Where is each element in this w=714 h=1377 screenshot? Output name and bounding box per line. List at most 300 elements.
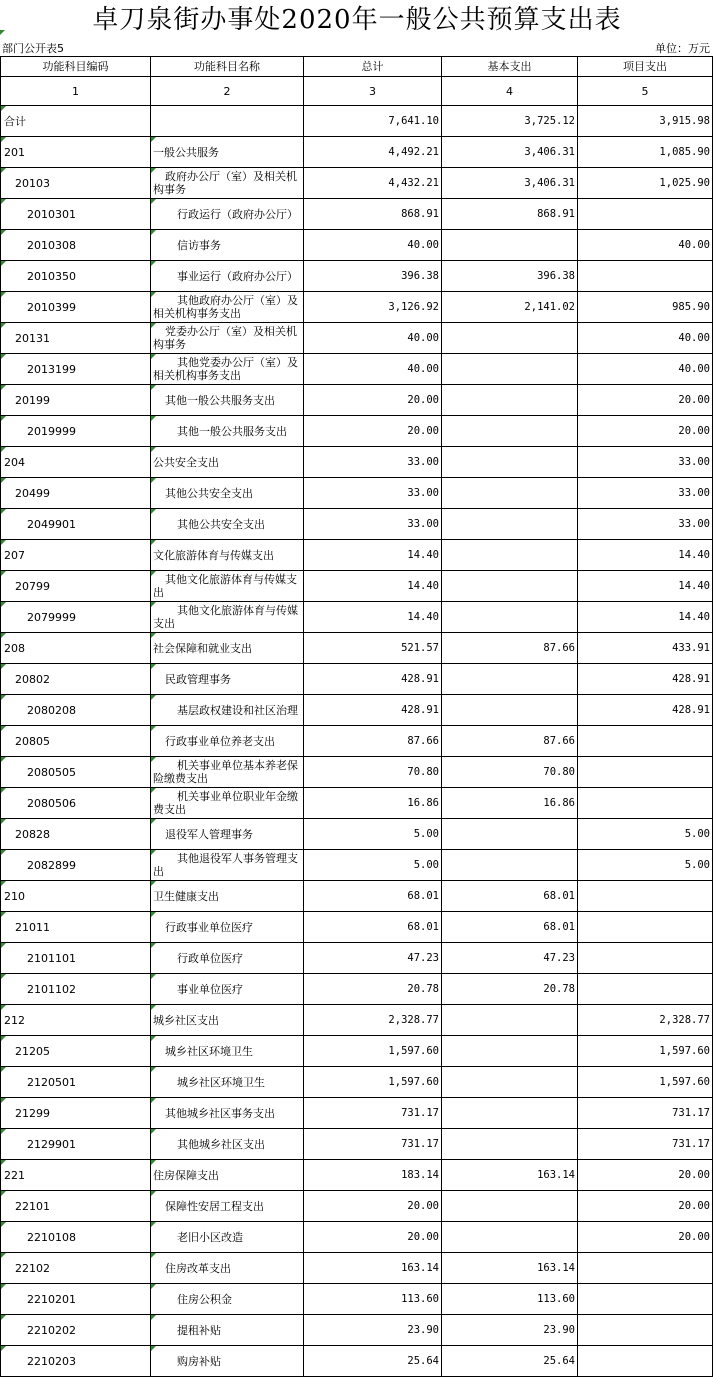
- cell-marker-icon: [1, 137, 6, 142]
- row-name: [151, 1129, 304, 1160]
- row-project-text: 428.91: [672, 703, 710, 716]
- row-total: [304, 199, 442, 230]
- row-basic-text: 868.91: [537, 207, 575, 220]
- row-project-text: 40.00: [678, 331, 710, 344]
- row-code-text: 2210203: [27, 1354, 76, 1368]
- row-name-text: 行政事业单位养老支出: [165, 734, 275, 748]
- row-code-text: 2049901: [27, 517, 76, 531]
- row-code: [1, 1284, 151, 1315]
- row-project-text: 33.00: [678, 455, 710, 468]
- cell-marker-icon: [1, 168, 6, 173]
- row-name-text: 其他党委办公厅（室）及相关机构事务支出: [153, 356, 298, 382]
- row-code-text: 2010350: [27, 269, 76, 283]
- row-name-text: 事业单位医疗: [177, 982, 243, 996]
- table-row: [1, 571, 713, 602]
- row-project: [578, 912, 713, 943]
- row-basic: [442, 354, 578, 385]
- row-project: [578, 1346, 713, 1377]
- row-code-text: 208: [4, 641, 25, 655]
- cell-marker-icon: [1, 726, 6, 731]
- table-row: [1, 261, 713, 292]
- row-total: [304, 509, 442, 540]
- row-project: [578, 199, 713, 230]
- row-project: [578, 943, 713, 974]
- row-code: [1, 540, 151, 571]
- row-total-text: 163.14: [401, 1261, 439, 1274]
- row-code: [1, 385, 151, 416]
- row-project-text: 20.00: [678, 1230, 710, 1243]
- row-code: [1, 757, 151, 788]
- row-project-text: 14.40: [678, 579, 710, 592]
- row-project: [578, 757, 713, 788]
- cell-marker-icon: [1, 974, 6, 979]
- row-code-text: 2210201: [27, 1292, 76, 1306]
- row-total-text: 68.01: [407, 920, 439, 933]
- header-name: 功能科目名称: [151, 57, 304, 77]
- row-name-text: 社会保障和就业支出: [153, 641, 252, 655]
- row-total-text: 20.00: [407, 1230, 439, 1243]
- row-project: [578, 137, 713, 168]
- cell-marker-icon: [151, 1191, 156, 1196]
- cell-marker-icon: [151, 943, 156, 948]
- cell-marker-icon: [1, 912, 6, 917]
- table-row: [1, 1160, 713, 1191]
- table-row: [1, 788, 713, 819]
- row-code-text: 2013199: [27, 362, 76, 376]
- cell-marker-icon: [151, 602, 156, 607]
- row-code: [1, 292, 151, 323]
- row-total: [304, 912, 442, 943]
- row-code-text: 207: [4, 548, 25, 562]
- row-name: [151, 819, 304, 850]
- row-name: [151, 230, 304, 261]
- row-name-text: 公共安全支出: [153, 455, 219, 469]
- row-code-text: 2120501: [27, 1075, 76, 1089]
- row-total-text: 20.78: [407, 982, 439, 995]
- cell-marker-icon: [151, 323, 156, 328]
- row-project-text: 5.00: [684, 827, 710, 840]
- row-project: [578, 447, 713, 478]
- row-total-text: 14.40: [407, 610, 439, 623]
- cell-marker-icon: [151, 1129, 156, 1134]
- row-basic: [442, 788, 578, 819]
- table-row: [1, 199, 713, 230]
- row-name: [151, 323, 304, 354]
- row-name-text: 城乡社区环境卫生: [165, 1044, 253, 1058]
- row-name: [151, 633, 304, 664]
- cell-marker-icon: [151, 137, 156, 142]
- cell-marker-icon: [1, 199, 6, 204]
- row-basic-text: 163.14: [537, 1261, 575, 1274]
- table-row: [1, 447, 713, 478]
- table-row: [1, 168, 713, 199]
- table-row: [1, 478, 713, 509]
- row-project: [578, 664, 713, 695]
- row-code-text: 2080506: [27, 796, 76, 810]
- row-project: [578, 478, 713, 509]
- row-total-text: 2,328.77: [388, 1013, 439, 1026]
- cell-marker-icon: [1, 1129, 6, 1134]
- row-code: [1, 1191, 151, 1222]
- header-total: 总计: [304, 57, 442, 77]
- row-project-text: 40.00: [678, 362, 710, 375]
- row-project: [578, 1005, 713, 1036]
- row-name: [151, 509, 304, 540]
- row-total: [304, 819, 442, 850]
- row-project-text: 3,915.98: [659, 114, 710, 127]
- row-total-text: 183.14: [401, 1168, 439, 1181]
- table-row: [1, 1129, 713, 1160]
- cell-marker-icon: [1, 354, 6, 359]
- row-code-text: 2082899: [27, 858, 76, 872]
- row-basic: [442, 1284, 578, 1315]
- row-total-text: 1,597.60: [388, 1075, 439, 1088]
- row-basic-text: 47.23: [543, 951, 575, 964]
- row-code: [1, 199, 151, 230]
- cell-marker-icon: [1, 292, 6, 297]
- row-project: [578, 974, 713, 1005]
- cell-marker-icon: [1, 323, 6, 328]
- row-name: [151, 974, 304, 1005]
- row-code: [1, 447, 151, 478]
- row-code-text: 2019999: [27, 424, 76, 438]
- row-name: [151, 757, 304, 788]
- cell-marker-icon: [151, 261, 156, 266]
- row-total: [304, 664, 442, 695]
- row-name-text: 事业运行（政府办公厅）: [177, 269, 298, 283]
- header-project: 项目支出: [578, 57, 713, 77]
- cell-marker-icon: [151, 509, 156, 514]
- row-project: [578, 292, 713, 323]
- cell-marker-icon: [151, 788, 156, 793]
- row-code-text: 22102: [15, 1261, 50, 1275]
- cell-marker-icon: [151, 695, 156, 700]
- row-total: [304, 881, 442, 912]
- row-code: [1, 726, 151, 757]
- cell-marker-icon: [151, 1005, 156, 1010]
- row-name-text: 机关事业单位职业年金缴费支出: [153, 790, 298, 816]
- row-total-text: 87.66: [407, 734, 439, 747]
- row-basic: [442, 819, 578, 850]
- col-number: 2: [151, 77, 304, 106]
- row-basic: [442, 571, 578, 602]
- row-total: [304, 974, 442, 1005]
- row-name: [151, 447, 304, 478]
- row-total-text: 70.80: [407, 765, 439, 778]
- row-code-text: 2129901: [27, 1137, 76, 1151]
- row-total: [304, 1346, 442, 1377]
- cell-marker-icon: [151, 540, 156, 545]
- row-total-text: 113.60: [401, 1292, 439, 1305]
- row-project: [578, 261, 713, 292]
- row-basic: [442, 385, 578, 416]
- row-total-text: 23.90: [407, 1323, 439, 1336]
- row-code: [1, 1222, 151, 1253]
- row-code: [1, 1346, 151, 1377]
- table-row: [1, 1036, 713, 1067]
- cell-marker-icon: [151, 478, 156, 483]
- row-project: [578, 788, 713, 819]
- row-project: [578, 354, 713, 385]
- row-total-text: 7,641.10: [388, 114, 439, 127]
- table-row: [1, 695, 713, 726]
- row-code-text: 2079999: [27, 610, 76, 624]
- header-code: 功能科目编码: [1, 57, 151, 77]
- row-project: [578, 106, 713, 137]
- row-code-text: 2210108: [27, 1230, 76, 1244]
- row-name-text: 其他城乡社区支出: [177, 1137, 265, 1151]
- row-project: [578, 540, 713, 571]
- row-project: [578, 168, 713, 199]
- row-basic-text: 70.80: [543, 765, 575, 778]
- row-total-text: 731.17: [401, 1106, 439, 1119]
- cell-marker-icon: [151, 1067, 156, 1072]
- row-project-text: 40.00: [678, 238, 710, 251]
- row-project-text: 731.17: [672, 1106, 710, 1119]
- row-total: [304, 416, 442, 447]
- row-name: [151, 1222, 304, 1253]
- row-name: [151, 1315, 304, 1346]
- row-total: [304, 1284, 442, 1315]
- row-code: [1, 1098, 151, 1129]
- cell-marker-icon: [1, 1284, 6, 1289]
- row-total-text: 33.00: [407, 517, 439, 530]
- row-code: [1, 974, 151, 1005]
- row-code-text: 2080208: [27, 703, 76, 717]
- cell-marker-icon: [1, 757, 6, 762]
- row-total-text: 4,432.21: [388, 176, 439, 189]
- row-code-text: 221: [4, 1168, 25, 1182]
- row-total-text: 1,597.60: [388, 1044, 439, 1057]
- cell-marker-icon: [1, 695, 6, 700]
- cell-marker-icon: [1, 1005, 6, 1010]
- row-basic: [442, 695, 578, 726]
- row-name: [151, 943, 304, 974]
- row-project: [578, 1222, 713, 1253]
- row-total: [304, 292, 442, 323]
- row-code: [1, 323, 151, 354]
- row-project-text: 20.00: [678, 393, 710, 406]
- row-project-text: 985.90: [672, 300, 710, 313]
- row-name: [151, 106, 304, 137]
- table-row: [1, 912, 713, 943]
- row-project-text: 1,025.90: [659, 176, 710, 189]
- table-row: [1, 633, 713, 664]
- row-name: [151, 850, 304, 881]
- row-name-text: 提租补贴: [177, 1323, 221, 1337]
- cell-marker-icon: [1, 1346, 6, 1351]
- row-total: [304, 323, 442, 354]
- row-total-text: 20.00: [407, 1199, 439, 1212]
- row-name-text: 其他退役军人事务管理支出: [153, 852, 298, 878]
- row-code: [1, 788, 151, 819]
- row-total-text: 3,126.92: [388, 300, 439, 313]
- row-project: [578, 323, 713, 354]
- row-project: [578, 571, 713, 602]
- cell-marker-icon: [151, 571, 156, 576]
- row-project-text: 1,597.60: [659, 1044, 710, 1057]
- cell-marker-icon: [151, 664, 156, 669]
- row-basic: [442, 1315, 578, 1346]
- row-project-text: 20.00: [678, 424, 710, 437]
- row-basic: [442, 478, 578, 509]
- cell-marker-icon: [1, 1160, 6, 1165]
- table-row: [1, 416, 713, 447]
- table-row: [1, 1067, 713, 1098]
- col-number: 4: [442, 77, 578, 106]
- row-total-text: 14.40: [407, 579, 439, 592]
- row-project: [578, 1284, 713, 1315]
- row-total-text: 40.00: [407, 238, 439, 251]
- table-row: [1, 1005, 713, 1036]
- row-total: [304, 447, 442, 478]
- row-code: [1, 261, 151, 292]
- row-code: [1, 695, 151, 726]
- cell-marker-icon: [1, 540, 6, 545]
- row-name-text: 其他一般公共服务支出: [177, 424, 287, 438]
- row-name: [151, 168, 304, 199]
- row-name-text: 党委办公厅（室）及相关机构事务: [153, 325, 297, 351]
- row-total: [304, 695, 442, 726]
- row-project: [578, 602, 713, 633]
- table-row: [1, 1222, 713, 1253]
- row-name-text: 机关事业单位基本养老保险缴费支出: [153, 759, 298, 785]
- row-name-text: 购房补贴: [177, 1354, 221, 1368]
- row-name-text: 卫生健康支出: [153, 889, 219, 903]
- row-code: [1, 912, 151, 943]
- row-code-text: 20799: [15, 579, 50, 593]
- row-total: [304, 261, 442, 292]
- row-project-text: 5.00: [684, 858, 710, 871]
- cell-marker-icon: [151, 912, 156, 917]
- row-basic: [442, 1253, 578, 1284]
- cell-marker-icon: [1, 1098, 6, 1103]
- row-code-text: 2010399: [27, 300, 76, 314]
- row-basic: [442, 292, 578, 323]
- table-row: [1, 323, 713, 354]
- row-basic: [442, 199, 578, 230]
- row-project-text: 33.00: [678, 517, 710, 530]
- row-name: [151, 695, 304, 726]
- row-name-text: 信访事务: [177, 238, 221, 252]
- row-basic: [442, 1160, 578, 1191]
- cell-marker-icon: [1, 819, 6, 824]
- col-number: 5: [578, 77, 713, 106]
- row-basic: [442, 509, 578, 540]
- row-total-text: 5.00: [413, 827, 439, 840]
- row-project: [578, 1067, 713, 1098]
- table-row: [1, 106, 713, 137]
- row-basic: [442, 137, 578, 168]
- row-basic: [442, 974, 578, 1005]
- table-row: [1, 664, 713, 695]
- cell-marker-icon: [151, 974, 156, 979]
- row-total: [304, 757, 442, 788]
- row-total: [304, 850, 442, 881]
- row-name: [151, 1098, 304, 1129]
- row-name-text: 住房改革支出: [165, 1261, 231, 1275]
- table-row: [1, 726, 713, 757]
- row-code-text: 2101101: [27, 951, 76, 965]
- row-name: [151, 292, 304, 323]
- row-name-text: 住房保障支出: [153, 1168, 219, 1182]
- cell-marker-icon: [1, 509, 6, 514]
- cell-marker-icon: [151, 726, 156, 731]
- row-project: [578, 819, 713, 850]
- row-total: [304, 1067, 442, 1098]
- row-basic: [442, 168, 578, 199]
- row-basic-text: 68.01: [543, 889, 575, 902]
- row-code: [1, 478, 151, 509]
- cell-marker-icon: [151, 354, 156, 359]
- row-basic: [442, 850, 578, 881]
- row-name-text: 住房公积金: [177, 1292, 232, 1306]
- row-total-text: 868.91: [401, 207, 439, 220]
- cell-marker-icon: [1, 261, 6, 266]
- cell-marker-icon: [151, 199, 156, 204]
- table-row: [1, 1346, 713, 1377]
- column-number-row: [1, 77, 713, 106]
- row-name: [151, 1253, 304, 1284]
- row-project: [578, 230, 713, 261]
- row-name: [151, 1160, 304, 1191]
- row-total: [304, 137, 442, 168]
- cell-marker-icon: [151, 819, 156, 824]
- row-name: [151, 1036, 304, 1067]
- row-project: [578, 726, 713, 757]
- row-basic-text: 25.64: [543, 1354, 575, 1367]
- row-project-text: 2,328.77: [659, 1013, 710, 1026]
- row-code: [1, 1315, 151, 1346]
- row-name-text: 其他政府办公厅（室）及相关机构事务支出: [153, 294, 298, 320]
- cell-marker-icon: [1, 1222, 6, 1227]
- row-basic: [442, 943, 578, 974]
- table-row: [1, 1098, 713, 1129]
- row-total: [304, 1005, 442, 1036]
- table-row: [1, 819, 713, 850]
- row-name-text: 其他公共安全支出: [177, 517, 265, 531]
- row-basic: [442, 633, 578, 664]
- cell-marker-icon: [1, 664, 6, 669]
- row-total-text: 68.01: [407, 889, 439, 902]
- table-row: [1, 757, 713, 788]
- row-name: [151, 1346, 304, 1377]
- row-project: [578, 633, 713, 664]
- row-name: [151, 416, 304, 447]
- table-row: [1, 974, 713, 1005]
- row-code: [1, 943, 151, 974]
- row-code: [1, 602, 151, 633]
- row-basic: [442, 447, 578, 478]
- cell-marker-icon: [1, 106, 6, 111]
- row-name: [151, 1067, 304, 1098]
- cell-marker-icon: [151, 881, 156, 886]
- row-name-text: 其他公共安全支出: [165, 486, 253, 500]
- row-basic: [442, 757, 578, 788]
- cell-marker-icon: [1, 1315, 6, 1320]
- row-total-text: 4,492.21: [388, 145, 439, 158]
- row-total: [304, 1191, 442, 1222]
- row-project: [578, 695, 713, 726]
- row-code: [1, 850, 151, 881]
- table-row: [1, 881, 713, 912]
- row-basic: [442, 1222, 578, 1253]
- row-code: [1, 1253, 151, 1284]
- cell-marker-icon: [151, 1315, 156, 1320]
- cell-marker-icon: [1, 1253, 6, 1258]
- row-code: [1, 1067, 151, 1098]
- row-code-text: 204: [4, 455, 25, 469]
